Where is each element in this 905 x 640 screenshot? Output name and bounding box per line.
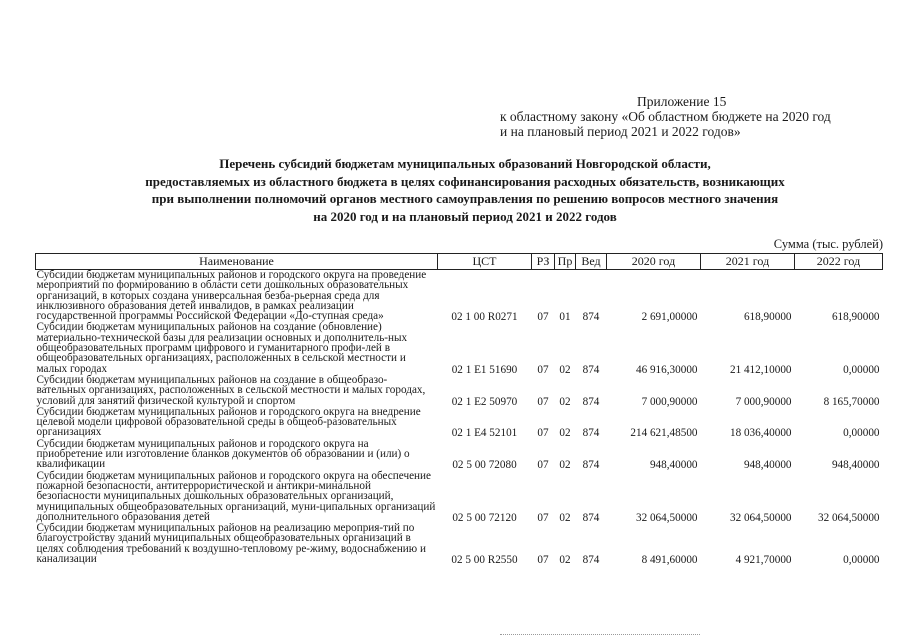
row-cst: 02 1 E2 50970 — [451, 395, 518, 408]
row-cst: 02 1 E1 51690 — [451, 363, 518, 376]
row-rz: 07 — [537, 511, 549, 524]
row-cst: 02 5 00 R2550 — [451, 554, 518, 567]
row-name: Субсидии бюджетам муниципальных районов и городского округа на приобретение или изготовление бланков документов об образовании и (или) о квалификации — [36, 437, 410, 471]
scan-artifact-line — [500, 634, 700, 637]
heading-line-2: предоставляемых из областного бюджета в целях софинансирования расходных обязательств, возникающих — [145, 173, 785, 189]
row-2022: 8 165,70000 — [823, 395, 880, 408]
row-pr: 02 — [559, 554, 571, 567]
row-rz: 07 — [537, 459, 549, 472]
row-rz: 07 — [537, 554, 549, 567]
table-row — [36, 523, 883, 565]
row-name: Субсидии бюджетам муниципальных районов на реализацию мероприя-тий по благоустройству зданий муниципальных общеобразовательных организаций в целях соблюдения требований к воздушно-тепловому ре-жиму, водоснабжению и канализации — [36, 522, 426, 566]
row-2021: 7 000,90000 — [735, 395, 792, 408]
row-pr: 02 — [559, 459, 571, 472]
table-row — [36, 439, 883, 471]
row-name: Субсидии бюджетам муниципальных районов и городского округа на внедрение целевой модели цифровой образовательной среды в общеоб-разовательных организациях — [36, 405, 421, 439]
row-2021: 18 036,40000 — [729, 427, 792, 440]
row-2021: 618,90000 — [743, 311, 792, 324]
row-ved: 874 — [582, 311, 600, 324]
row-2020: 32 064,50000 — [635, 511, 698, 524]
row-2020: 46 916,30000 — [635, 363, 698, 376]
row-2021: 948,40000 — [743, 459, 792, 472]
header-rz: РЗ — [532, 254, 555, 270]
row-ved: 874 — [582, 395, 600, 408]
row-pr: 01 — [559, 311, 571, 324]
appendix-title: Приложение 15 — [637, 94, 727, 109]
table-row — [36, 322, 883, 374]
heading-line-4: на 2020 год и на плановый период 2021 и 2022 годов — [313, 208, 617, 224]
row-2022: 32 064,50000 — [817, 511, 880, 524]
row-ved: 874 — [582, 554, 600, 567]
row-2021: 21 412,10000 — [729, 363, 792, 376]
header-name: Наименование — [36, 254, 438, 270]
row-pr: 02 — [559, 511, 571, 524]
row-2022: 0,00000 — [843, 554, 880, 567]
row-rz: 07 — [537, 363, 549, 376]
row-name: Субсидии бюджетам муниципальных районов на создание в общеобразо-вательных организациях, расположенных в сельской местности и малых городах, условий для занятий физической культурой и спортом — [36, 373, 426, 407]
header-cst: ЦСТ — [438, 254, 532, 270]
row-2022: 0,00000 — [843, 363, 880, 376]
row-2021: 32 064,50000 — [729, 511, 792, 524]
row-ved: 874 — [582, 427, 600, 440]
table-row — [36, 471, 883, 523]
subsidies-table — [35, 253, 883, 565]
row-name: Субсидии бюджетам муниципальных районов и городского округа на проведение мероприятий по формированию в области сети дошкольных образовательных организаций, в которых создана универсальная безба-рьерная среда для инклюзивного образования детей инвалидов, в рамках реализации государственной программы Российской Федерации «До-ступная среда» — [36, 269, 427, 323]
row-2020: 8 491,60000 — [641, 554, 698, 567]
row-cst: 02 5 00 72120 — [452, 511, 517, 524]
appendix-block — [500, 94, 900, 139]
row-cst: 02 1 00 R0271 — [451, 311, 518, 324]
row-cst: 02 5 00 72080 — [452, 459, 517, 472]
header-2020: 2020 год — [607, 254, 701, 270]
row-2020: 2 691,00000 — [641, 311, 698, 324]
header-2021: 2021 год — [701, 254, 795, 270]
row-name: Субсидии бюджетам муниципальных районов на создание (обновление) материально-технической базы для реализации основных и дополнитель-ных общеобразовательных программ цифрового и гуманитарного профи-лей в общеобразовательных организациях, расположенных в сельской местности и малых городах — [36, 321, 408, 375]
row-rz: 07 — [537, 311, 549, 324]
row-2022: 948,40000 — [831, 459, 880, 472]
table-header-row — [36, 254, 883, 270]
document-heading — [40, 155, 890, 225]
header-pr: Пр — [555, 254, 576, 270]
appendix-line-1: к областному закону «Об областном бюджете на 2020 год — [500, 109, 831, 124]
table-row — [36, 375, 883, 407]
row-ved: 874 — [582, 459, 600, 472]
row-2022: 0,00000 — [843, 427, 880, 440]
row-2020: 214 621,48500 — [630, 427, 698, 440]
row-ved: 874 — [582, 363, 600, 376]
row-ved: 874 — [582, 511, 600, 524]
row-2021: 4 921,70000 — [735, 554, 792, 567]
table-row — [36, 270, 883, 323]
heading-line-3: при выполнении полномочий органов местного самоуправления по решению вопросов местного значения — [151, 191, 779, 206]
table-row — [36, 407, 883, 439]
row-rz: 07 — [537, 395, 549, 408]
row-2022: 618,90000 — [831, 311, 880, 324]
row-pr: 02 — [559, 363, 571, 376]
row-2020: 948,40000 — [649, 459, 698, 472]
appendix-line-2: и на плановый период 2021 и 2022 годов» — [500, 124, 741, 139]
row-cst: 02 1 E4 52101 — [451, 427, 518, 440]
row-rz: 07 — [537, 427, 549, 440]
heading-line-1: Перечень субсидий бюджетам муниципальных образований Новгородской области, — [219, 156, 711, 171]
row-name: Субсидии бюджетам муниципальных районов и городского округа на обеспечение пожарной безопасности, антитеррористической и антикри-минальной безопасности муниципальных дошкольных образовательных организаций, муниципальных общеобразовательных организаций, муни-ципальных организаций дополнительного образования детей — [36, 469, 436, 523]
row-pr: 02 — [559, 395, 571, 408]
header-ved: Вед — [576, 254, 607, 270]
row-pr: 02 — [559, 427, 571, 440]
row-2020: 7 000,90000 — [641, 395, 698, 408]
header-2022: 2022 год — [795, 254, 883, 270]
unit-note: Сумма (тыс. рублей) — [773, 237, 883, 251]
